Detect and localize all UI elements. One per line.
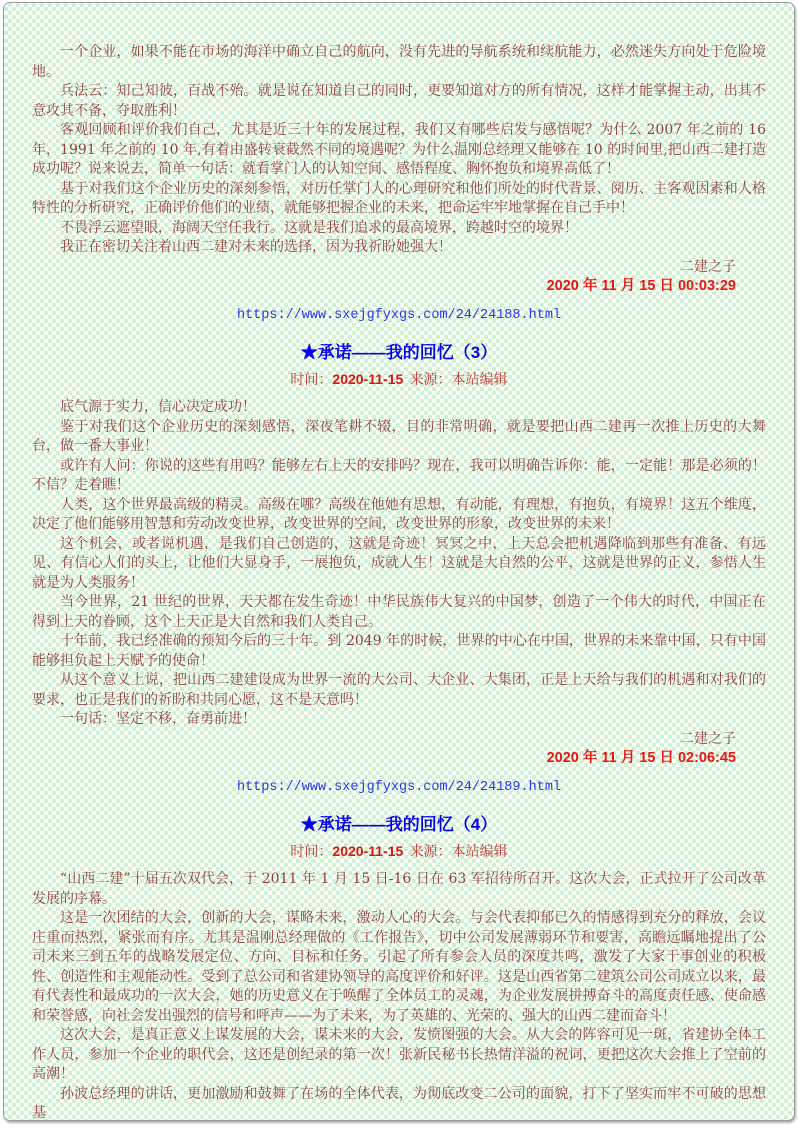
body-paragraph: 十年前，我已经准确的预知今后的三十年。到 2049 年的时候，世界的中心在中国，世界的未来靠中国，只有中国能够担负起上天赋予的使命！ xyxy=(32,633,766,669)
body-paragraph: 一句话：坚定不移，奋勇前进！ xyxy=(60,711,256,727)
body-paragraph: 基于对我们这个企业历史的深刻参悟，对历任掌门人的心理研究和他们所处的时代背景、阅历、主客观因素和人格特性的分析研究，正确评价他们的业绩，就能够把握企业的未来，把命运牢牢地掌握在自己手中！ xyxy=(32,180,766,216)
post-datetime: 2020 年 11 月 15 日 02:06:45 xyxy=(546,750,736,766)
permalink-line xyxy=(32,776,766,796)
body-paragraph: “山西二建”十届五次双代会，于 2011 年 1 月 15 日-16 日在 63 军招待所召开。这次大会，正式拉开了公司改革发展的序幕。 xyxy=(32,871,766,907)
body-paragraph: 客观回顾和评价我们自己，尤其是近三十年的发展过程，我们又有哪些启发与感悟呢？为什么 2007 年之前的 16 年，1991 年之前的 10 年,有着由盛转衰截然不同的境遇呢？为什么温刚总经理又能够在 10 的时间里,把山西二建打造成功呢？说来说去，简单一句话：就看掌门人的认知空间、感悟程度、胸怀抱负和境界高低了！ xyxy=(32,122,766,177)
author-signature: 二建之子 xyxy=(680,258,736,275)
document-page xyxy=(3,2,795,1121)
body-paragraph: 这是一次团结的大会，创新的大会，谋略未来，激动人心的大会。与会代表抑郁已久的情感得到充分的释放，会议庄重而热烈，紧张而有序。尤其是温刚总经理做的《工作报告》，切中公司发展薄弱环节和要害，高瞻远瞩地提出了公司未来三到五年的战略发展定位、方向、目标和任务。引起了所有参会人员的深度共鸣，激发了大家干事创业的积极性、创造性和主观能动性。受到了总公司和省建协领导的高度评价和好评。这是山西省第二建筑公司公司成立以来，最有代表性和最成功的一次大会，她的历史意义在于唤醒了全体员工的灵魂，为企业发展拼搏奋斗的高度责任感、使命感和荣誉感，向社会发出强烈的信号和呼声——为了未来，为了英雄的、光荣的、强大的山西二建而奋斗！ xyxy=(32,910,766,1024)
body-paragraph: 我正在密切关注着山西二建对未来的选择，因为我祈盼她强大！ xyxy=(60,239,452,255)
meta-source: 来源：本站编辑 xyxy=(409,371,508,388)
body-paragraph: 底气源于实力，信心决定成功！ xyxy=(60,399,256,415)
body-paragraph: 孙波总经理的讲话，更加激励和鼓舞了在场的全体代表，为彻底改变二公司的面貌，打下了坚实而牢不可破的思想基 xyxy=(32,1085,766,1121)
meta-time-label: 时间： xyxy=(290,843,333,860)
body-paragraph: 一个企业，如果不能在市场的海洋中确立自己的航向，没有先进的导航系统和续航能力，必然迷失方向处于危险境地。 xyxy=(32,44,766,80)
permalink-line xyxy=(32,304,766,324)
body-paragraph: 这个机会，或者说机遇，是我们自己创造的，这就是奇迹！冥冥之中，上天总会把机遇降临到那些有准备、有远见、有信心人们的头上，让他们大显身手，一展抱负，成就人生！这就是大自然的公平，这就是世界的正义，参悟人生就是为人类服务！ xyxy=(32,535,766,591)
article-title: ★承诺——我的回忆（4） xyxy=(300,814,498,834)
body-paragraph: 或许有人问：你说的这些有用吗？能够左右上天的安排吗？现在，我可以明确告诉你：能，一定能！那是必须的！不信？走着瞧！ xyxy=(32,457,766,493)
meta-source: 来源：本站编辑 xyxy=(409,843,508,860)
meta-date: 2020-11-15 xyxy=(332,370,404,387)
body-paragraph: 不畏浮云遮望眼，海阔天空任我行。这就是我们追求的最高境界，跨越时空的境界！ xyxy=(60,219,578,236)
article-meta xyxy=(32,842,766,863)
body-paragraph: 这次大会，是真正意义上谋发展的大会，谋未来的大会，发愤图强的大会。从大会的阵容可见一斑，省建协全体工作人员，参加一个企业的职代会，这还是创纪录的第一次！张新民秘书长热情洋溢的祝词，更把这次大会推上了空前的高潮！ xyxy=(32,1027,766,1082)
body-paragraph: 从这个意义上说，把山西二建建设成为世界一流的大公司、大企业、大集团，正是上天给与我们的机遇和对我们的要求，也正是我们的祈盼和共同心愿，这不是天意吗！ xyxy=(32,672,766,708)
body-paragraph: 当今世界，21 世纪的世界，天天都在发生奇迹！中华民族伟大复兴的中国梦，创造了一个伟大的时代，中国正在得到上天的眷顾，这个上天正是大自然和我们人类自己。 xyxy=(32,594,766,630)
body-paragraph: 人类，这个世界最高级的精灵。高级在哪？高级在他她有思想，有动能，有理想，有抱负，有境界！这五个维度，决定了他们能够用智慧和劳动改变世界，改变世界的空间，改变世界的形象，改变世界的未来！ xyxy=(32,496,766,532)
article-meta xyxy=(32,370,766,391)
author-signature: 二建之子 xyxy=(680,730,736,747)
page-content xyxy=(4,3,794,1121)
post-datetime: 2020 年 11 月 15 日 00:03:29 xyxy=(546,278,736,294)
article-link[interactable]: https://www.sxejgfyxgs.com/24/24188.html xyxy=(236,307,562,323)
body-paragraph: 兵法云：知己知彼，百战不殆。就是说在知道自己的同时，更要知道对方的所有情况，这样才能掌握主动，出其不意攻其不备，夺取胜利！ xyxy=(32,83,766,119)
article-link[interactable]: https://www.sxejgfyxgs.com/24/24189.html xyxy=(236,779,562,795)
meta-date: 2020-11-15 xyxy=(332,842,404,859)
article-title: ★承诺——我的回忆（3） xyxy=(300,342,498,362)
meta-time-label: 时间： xyxy=(290,371,333,388)
body-paragraph: 鉴于对我们这个企业历史的深刻感悟，深夜笔耕不辍，目的非常明确，就是要把山西二建再一次推上历史的大舞台，做一番大事业！ xyxy=(32,418,766,454)
